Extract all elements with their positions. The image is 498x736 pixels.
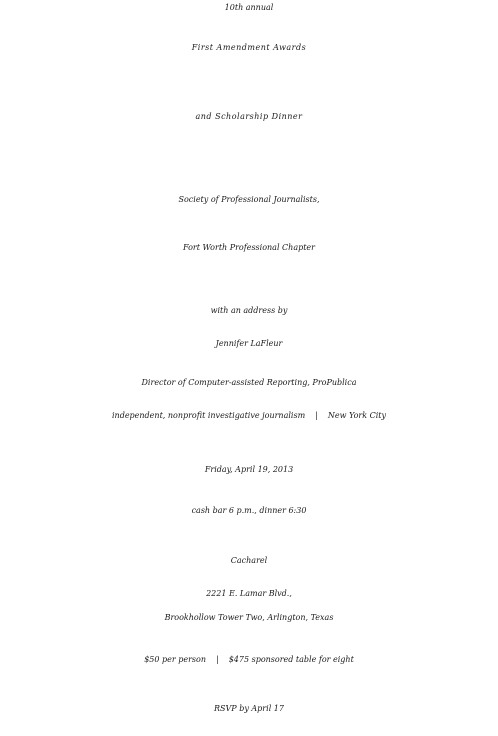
pricing [0,656,498,664]
host-organization-line1: Society of Professional Journalists, [178,195,320,204]
venue-name: Cacharel [230,556,268,565]
price-per-person: $50 per person [144,655,206,664]
speaker-org-city: New York City [327,411,387,420]
venue-address-line2: Brookhollow Tower Two, Arlington, Texas [164,613,334,622]
event-title-line2: and Scholarship Dinner [195,112,303,121]
address-intro: with an address by [210,306,288,315]
event-date: Friday, April 19, 2013 [204,465,294,474]
speaker-org-description: independent, nonprofit investigative journalism [111,411,306,420]
speaker-name: Jennifer LaFleur [215,339,283,348]
speaker-organization [0,412,498,420]
separator: | [215,655,219,664]
edition-label: 10th annual [224,3,274,12]
event-time: cash bar 6 p.m., dinner 6:30 [191,506,307,515]
venue-address-line1: 2221 E. Lamar Blvd., [206,589,292,598]
speaker-title: Director of Computer-assisted Reporting, ProPublica [141,378,357,387]
host-organization-line2: Fort Worth Professional Chapter [182,243,315,252]
event-title-line1: First Amendment Awards [191,43,307,52]
separator: | [315,411,318,420]
rsvp-deadline: RSVP by April 17 [214,704,284,713]
price-sponsored-table: $475 sponsored table for eight [228,655,354,664]
